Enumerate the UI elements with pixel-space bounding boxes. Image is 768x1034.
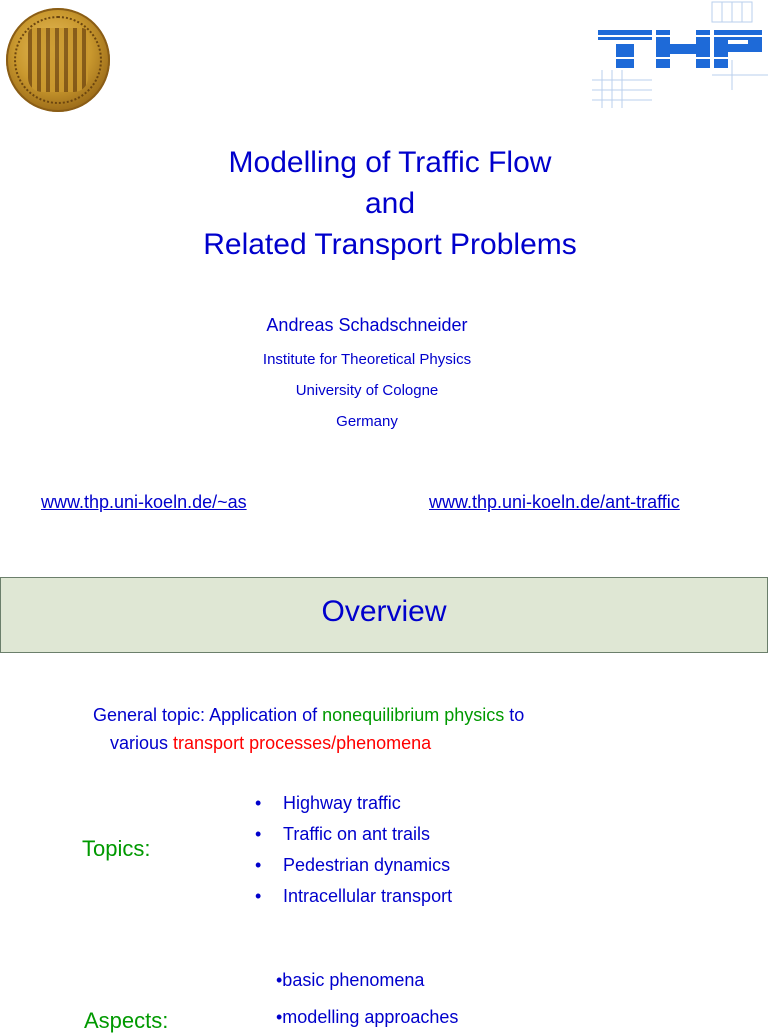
thp-logo-icon [592, 0, 768, 110]
aspects-label: Aspects: [84, 1008, 169, 1033]
bullet-icon: • [255, 793, 262, 813]
aspect-item: •modelling approaches [276, 1007, 459, 1027]
bullet-icon: • [255, 855, 262, 875]
general-topic-prefix: General topic: Application of [93, 705, 323, 725]
general-topic-line-2 [110, 733, 431, 754]
topic-text: Intracellular transport [283, 886, 453, 906]
slide-title [0, 142, 768, 265]
ant-traffic-link[interactable]: www.thp.uni-koeln.de/ant-traffic [429, 492, 680, 512]
general-topic-suffix: to [504, 705, 525, 725]
author-name: Andreas Schadschneider [266, 315, 468, 335]
author-country: Germany [336, 413, 398, 430]
topic-item [255, 886, 452, 907]
topic-item [255, 793, 401, 814]
personal-homepage-link[interactable]: www.thp.uni-koeln.de/~as [41, 492, 247, 512]
topic-item [255, 824, 430, 845]
university-seal-icon [6, 8, 110, 112]
author-university: University of Cologne [295, 382, 439, 399]
overview-header-box [0, 577, 768, 653]
general-topic-line-1 [93, 705, 524, 726]
overview-heading: Overview [321, 595, 447, 628]
transport-processes-highlight: transport processes/phenomena [173, 733, 432, 753]
title-line-2: and [364, 187, 416, 220]
topic-text: Traffic on ant trails [283, 824, 431, 844]
title-line-1: Modelling of Traffic Flow [228, 146, 552, 179]
author-institute: Institute for Theoretical Physics [262, 351, 472, 368]
aspect-item: •basic phenomena [276, 970, 425, 990]
topic-text: Pedestrian dynamics [283, 855, 451, 875]
topics-label: Topics: [82, 836, 151, 861]
topic-text: Highway traffic [283, 793, 401, 813]
topic-item [255, 855, 450, 876]
bullet-icon: • [255, 824, 262, 844]
bullet-icon: • [255, 886, 262, 906]
title-line-3: Related Transport Problems [203, 228, 577, 261]
seal-figure [28, 28, 88, 92]
nonequilibrium-physics-highlight: nonequilibrium physics [322, 705, 505, 725]
general-topic-line2-prefix: various [110, 733, 174, 753]
